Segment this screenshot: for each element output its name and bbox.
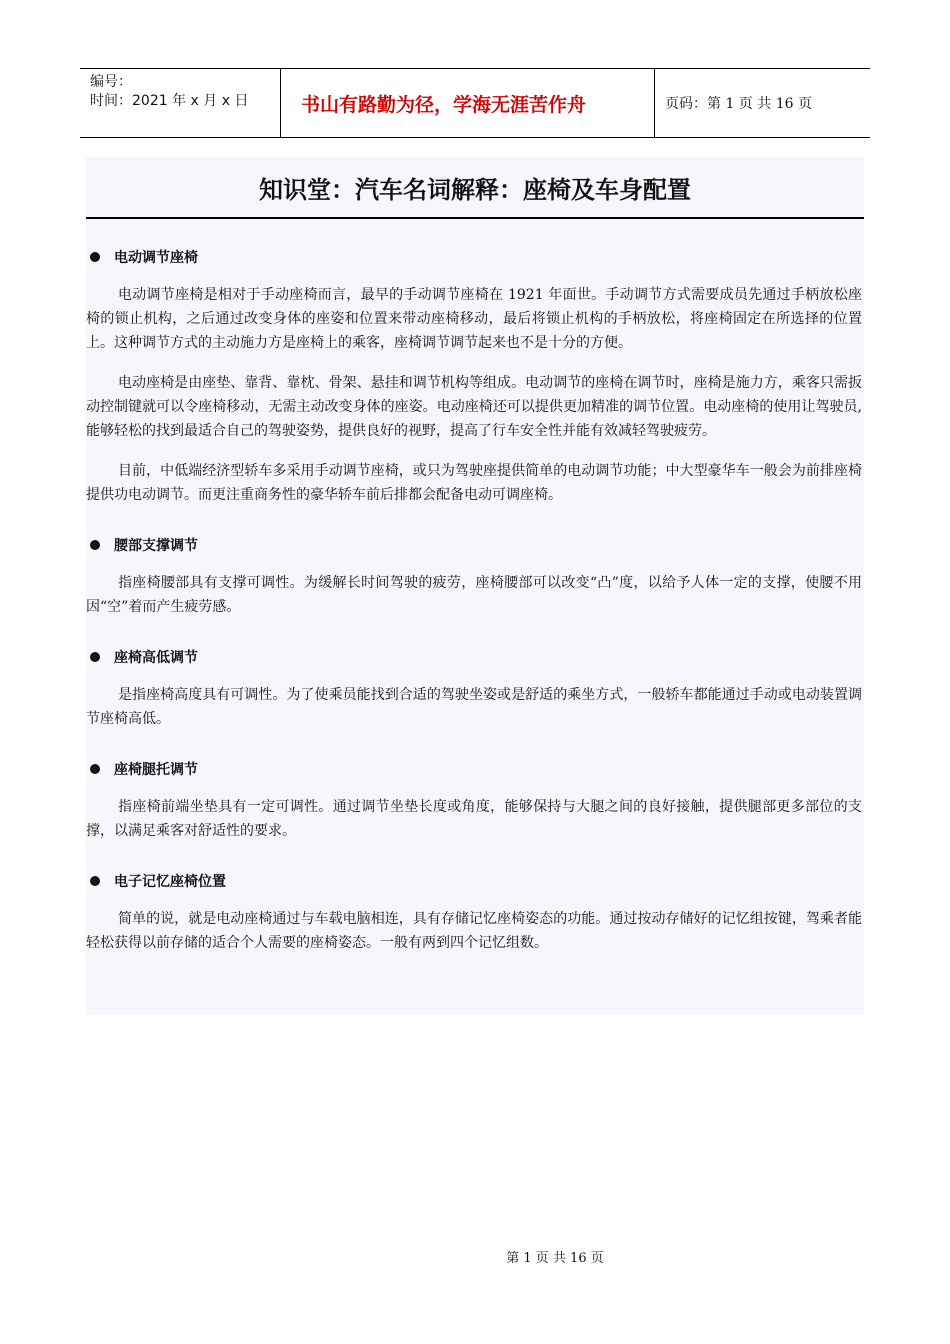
section-heading [86,759,864,779]
bullet-icon [90,652,100,662]
page-header [80,68,870,138]
section-paragraph: 指座椅前端坐垫具有一定可调性。通过调节坐垫长度或角度，能够保持与大腿之间的良好接触，提供腿部更多部位的支撑，以满足乘客对舒适性的要求。 [86,799,862,839]
section-paragraph: 简单的说，就是电动座椅通过与车载电脑相连，具有存储记忆座椅姿态的功能。通过按动存储好的记忆组按键，驾乘者能轻松获得以前存储的适合个人需要的座椅姿态。一般有两到四个记忆组数。 [86,911,862,951]
article-title: 知识堂：汽车名词解释：座椅及车身配置 [86,157,864,219]
section-paragraph: 电动座椅是由座垫、靠背、靠枕、骨架、悬挂和调节机构等组成。电动调节的座椅在调节时，座椅是施力方，乘客只需扳动控制键就可以令座椅移动，无需主动改变身体的座姿。电动座椅还可以提供更加精准的调节位置。电动座椅的使用让驾驶员,能够轻松的找到最适合自己的驾驶姿势，提供良好的视野，提高了行车安全性并能有效减轻驾驶疲劳。 [86,375,862,439]
document-date: 时间：2021 年 x 月 x 日 [90,93,249,109]
section-heading [86,871,864,891]
header-motto: 书山有路勤为径，学海无涯苦作舟 [281,69,655,137]
header-page-info: 页码：第 1 页 共 16 页 [665,96,812,112]
section-heading-label: 电动调节座椅 [114,250,198,266]
bullet-icon [90,764,100,774]
article-body [86,157,864,1015]
section-paragraph: 目前，中低端经济型轿车多采用手动调节座椅，或只为驾驶座提供简单的电动调节功能；中大型豪华车一般会为前排座椅提供功电动调节。而更注重商务性的豪华轿车前后排都会配备电动可调座椅。 [86,463,862,503]
section-heading [86,535,864,555]
section-paragraph: 指座椅腰部具有支撑可调性。为缓解长时间驾驶的疲劳，座椅腰部可以改变“凸”度，以给予人体一定的支撑，使腰不用因“空”着而产生疲劳感。 [86,575,862,615]
section-heading [86,647,864,667]
section-heading-label: 腰部支撑调节 [114,538,198,554]
sections-container [86,247,864,955]
section-paragraph: 电动调节座椅是相对于手动座椅而言，最早的手动调节座椅在 1921 年面世。手动调节方式需要成员先通过手柄放松座椅的锁止机构，之后通过改变身体的座姿和位置来带动座椅移动，最后将锁止机构的手柄放松，将座椅固定在所选择的位置上。这种调节方式的主动施力方是座椅上的乘客，座椅调节调节起来也不是十分的方便。 [86,287,862,351]
bullet-icon [90,252,100,262]
section-heading [86,247,864,267]
section-paragraph: 是指座椅高度具有可调性。为了使乘员能找到合适的驾驶坐姿或是舒适的乘坐方式，一般轿车都能通过手动或电动装置调节座椅高低。 [86,687,862,727]
bullet-icon [90,876,100,886]
page-footer: 第 1 页 共 16 页 [506,1251,604,1266]
header-meta [80,69,281,137]
document-number-label: 编号： [90,74,132,90]
bullet-icon [90,540,100,550]
section-heading-label: 座椅腿托调节 [114,762,198,778]
section-heading-label: 座椅高低调节 [114,650,198,666]
section-heading-label: 电子记忆座椅位置 [114,874,226,890]
